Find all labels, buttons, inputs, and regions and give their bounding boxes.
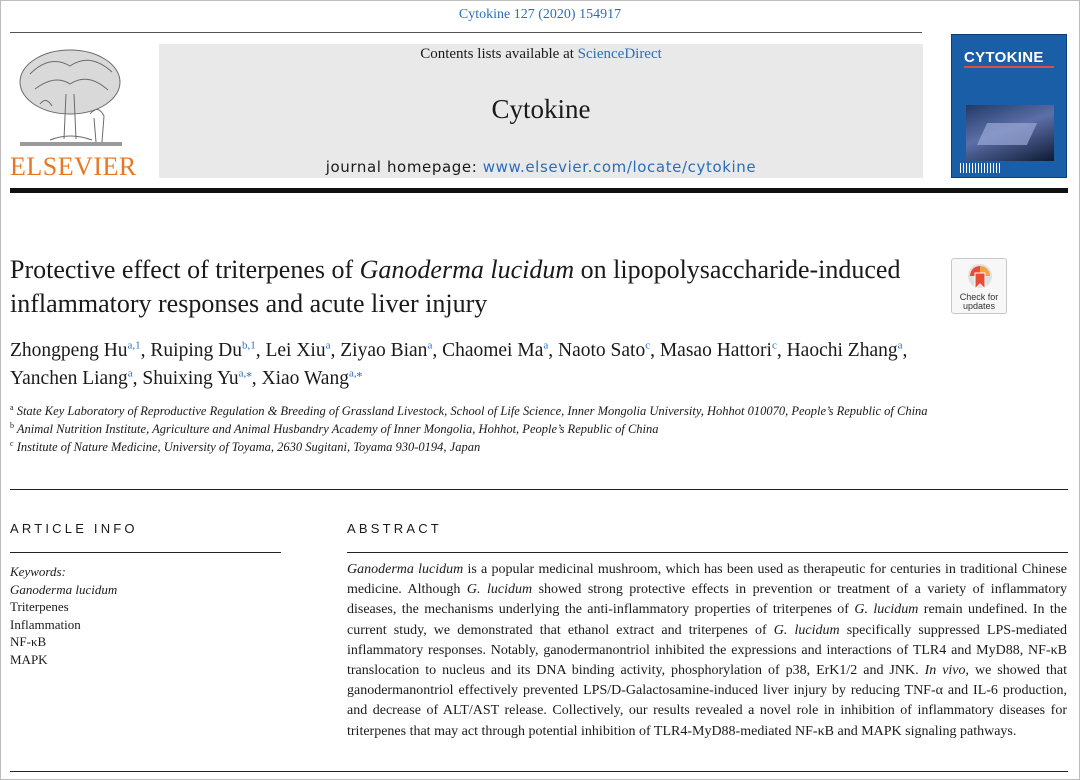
- journal-citation[interactable]: Cytokine 127 (2020) 154917: [458, 7, 622, 22]
- header-divider: [10, 32, 922, 33]
- author-name[interactable]: Zhongpeng Hu: [10, 340, 128, 361]
- bookmark-icon: [966, 263, 994, 293]
- author-name[interactable]: Yanchen Liang: [10, 368, 128, 389]
- check-for-updates-button[interactable]: [951, 258, 1007, 314]
- cover-artwork-shape: [977, 123, 1037, 145]
- tree-icon: [10, 44, 132, 154]
- author-name[interactable]: Ziyao Bian: [340, 340, 428, 361]
- author-affiliation-mark[interactable]: a: [543, 339, 549, 352]
- footer-divider: [10, 771, 1068, 772]
- author-affiliation-mark[interactable]: a,⁎: [238, 367, 252, 380]
- author-separator: ,: [251, 368, 262, 389]
- cover-title: CYTOKINE: [964, 49, 1044, 66]
- keywords-label: Keywords:: [10, 564, 66, 579]
- journal-cover-image[interactable]: [951, 34, 1067, 178]
- abstract-segment: G. lucidum: [466, 582, 533, 598]
- keyword-item[interactable]: MAPK: [10, 651, 48, 667]
- author-name[interactable]: Chaomei Ma: [442, 340, 544, 361]
- author-separator: ,: [132, 368, 143, 389]
- author-separator: ,: [650, 340, 660, 361]
- journal-banner: [159, 44, 923, 178]
- author-name[interactable]: Lei Xiu: [265, 340, 326, 361]
- elsevier-logo[interactable]: [10, 44, 137, 181]
- author-affiliation-mark[interactable]: a,1: [127, 339, 141, 352]
- contents-availability: Contents lists available at ScienceDirect: [420, 46, 662, 62]
- keywords-list: [10, 563, 280, 668]
- author-affiliation-mark[interactable]: a: [897, 339, 903, 352]
- author-list: [10, 337, 950, 393]
- author-affiliation-mark[interactable]: a: [427, 339, 433, 352]
- author-affiliation-mark[interactable]: c: [771, 339, 777, 352]
- article-info-heading: ARTICLE INFO: [10, 521, 138, 536]
- keyword-item[interactable]: Ganoderma lucidum: [10, 581, 118, 597]
- author-separator: ,: [776, 340, 787, 361]
- keyword-item[interactable]: NF-κB: [10, 634, 47, 649]
- author-separator: ,: [140, 340, 151, 361]
- article-title: Protective effect of triterpenes of Ganoderma lucidum on lipopolysaccharide-induced inflammatory responses and acute liver injury: [10, 255, 901, 318]
- journal-name: Cytokine: [491, 94, 591, 124]
- author-affiliation-mark[interactable]: c: [645, 339, 651, 352]
- affiliation-item: [10, 438, 940, 456]
- author-name[interactable]: Ruiping Du: [150, 340, 242, 361]
- author-separator: ,: [902, 340, 908, 361]
- affiliation-text: Animal Nutrition Institute, Agriculture and Animal Husbandry Academy of Inner Mongolia, Hohhot, People’s Republic of China: [14, 422, 659, 436]
- author-name[interactable]: Masao Hattori: [659, 340, 772, 361]
- affiliation-mark: b: [10, 420, 14, 430]
- cover-barcode: [960, 163, 1000, 173]
- affiliation-mark: c: [10, 438, 14, 448]
- abstract-segment: is a popular medicinal mushroom, which has been used as therapeutic for centuries in traditional Chinese medicine. Although: [347, 562, 1067, 598]
- sciencedirect-link[interactable]: ScienceDirect: [577, 46, 662, 62]
- abstract-segment: remain undefined. In the current study, we demonstrated that ethanol extract and triterpenes of: [347, 602, 1068, 638]
- affiliation-text: Institute of Nature Medicine, University of Toyama, 2630 Sugitani, Toyama 930-0194, Japan: [13, 440, 481, 454]
- affiliation-item: [10, 402, 940, 420]
- author-separator: ,: [432, 340, 443, 361]
- abstract-segment: , we showed that ganodermanontriol effectively prevented LPS/D-Galactosamine-induced liver injury by reducing TNF-α and IL-6 production, and decrease of ALT/AST release. Collectively, our results revealed a novel role in inhibition of inflammatory diseases for triterpenes that may act through potential inhibition of TLR4-MyD88-mediated NF-κB and MAPK signaling pathways.: [347, 663, 1068, 739]
- author-name[interactable]: Xiao Wang: [261, 368, 349, 389]
- section-divider: [10, 489, 1068, 490]
- article-info-rule: [10, 552, 281, 553]
- author-affiliation-mark[interactable]: a: [325, 339, 331, 352]
- homepage-link[interactable]: www.elsevier.com/locate/cytokine: [482, 158, 757, 176]
- cover-accent-line: [964, 66, 1054, 68]
- publisher-name: ELSEVIER: [10, 152, 137, 181]
- abstract-segment: In vivo: [924, 663, 966, 679]
- journal-homepage: journal homepage: www.elsevier.com/locate/cytokine: [325, 158, 757, 176]
- author-separator: ,: [330, 340, 341, 361]
- author-affiliation-mark[interactable]: a: [127, 367, 133, 380]
- keyword-item[interactable]: Triterpenes: [10, 599, 69, 614]
- abstract-rule: [347, 552, 1068, 553]
- affiliation-text: State Key Laboratory of Reproductive Regulation & Breeding of Grassland Livestock, School of Life Science, Inner Mongolia University, Hohhot 010070, People’s Republic of China: [13, 404, 928, 418]
- author-name[interactable]: Naoto Sato: [558, 340, 646, 361]
- author-separator: ,: [255, 340, 266, 361]
- author-name[interactable]: Haochi Zhang: [786, 340, 898, 361]
- author-affiliation-mark[interactable]: b,1: [241, 339, 256, 352]
- abstract-text: [347, 560, 1067, 742]
- abstract-heading: ABSTRACT: [347, 521, 442, 536]
- affiliation-list: [10, 402, 940, 456]
- abstract-segment: G. lucidum: [854, 602, 919, 618]
- abstract-segment: Ganoderma lucidum: [347, 562, 464, 577]
- keyword-item[interactable]: Inflammation: [10, 616, 81, 632]
- abstract-segment: G. lucidum: [773, 622, 840, 638]
- masthead-divider: [10, 188, 1068, 193]
- check-for-updates-label: Check for updates: [959, 292, 999, 311]
- author-affiliation-mark[interactable]: a,⁎: [348, 367, 363, 380]
- author-name[interactable]: Shuixing Yu: [142, 368, 239, 389]
- abstract-segment: specifically suppressed LPS-mediated inflammatory responses. Notably, ganodermanontriol inhibited the expressions and interactions of TLR4 and MyD88, NF-κB translocation to nucleus and its DNA binding activity, phosphorylation of p38, ErK1/2 and JNK.: [347, 622, 1068, 679]
- abstract-segment: showed strong protective effects in prevention or treatment of a variety of inflammatory diseases, the mechanisms underlying the anti-inflammatory properties of triterpenes of: [347, 582, 1068, 618]
- affiliation-item: [10, 420, 940, 438]
- author-separator: ,: [548, 340, 558, 361]
- affiliation-mark: a: [10, 402, 14, 412]
